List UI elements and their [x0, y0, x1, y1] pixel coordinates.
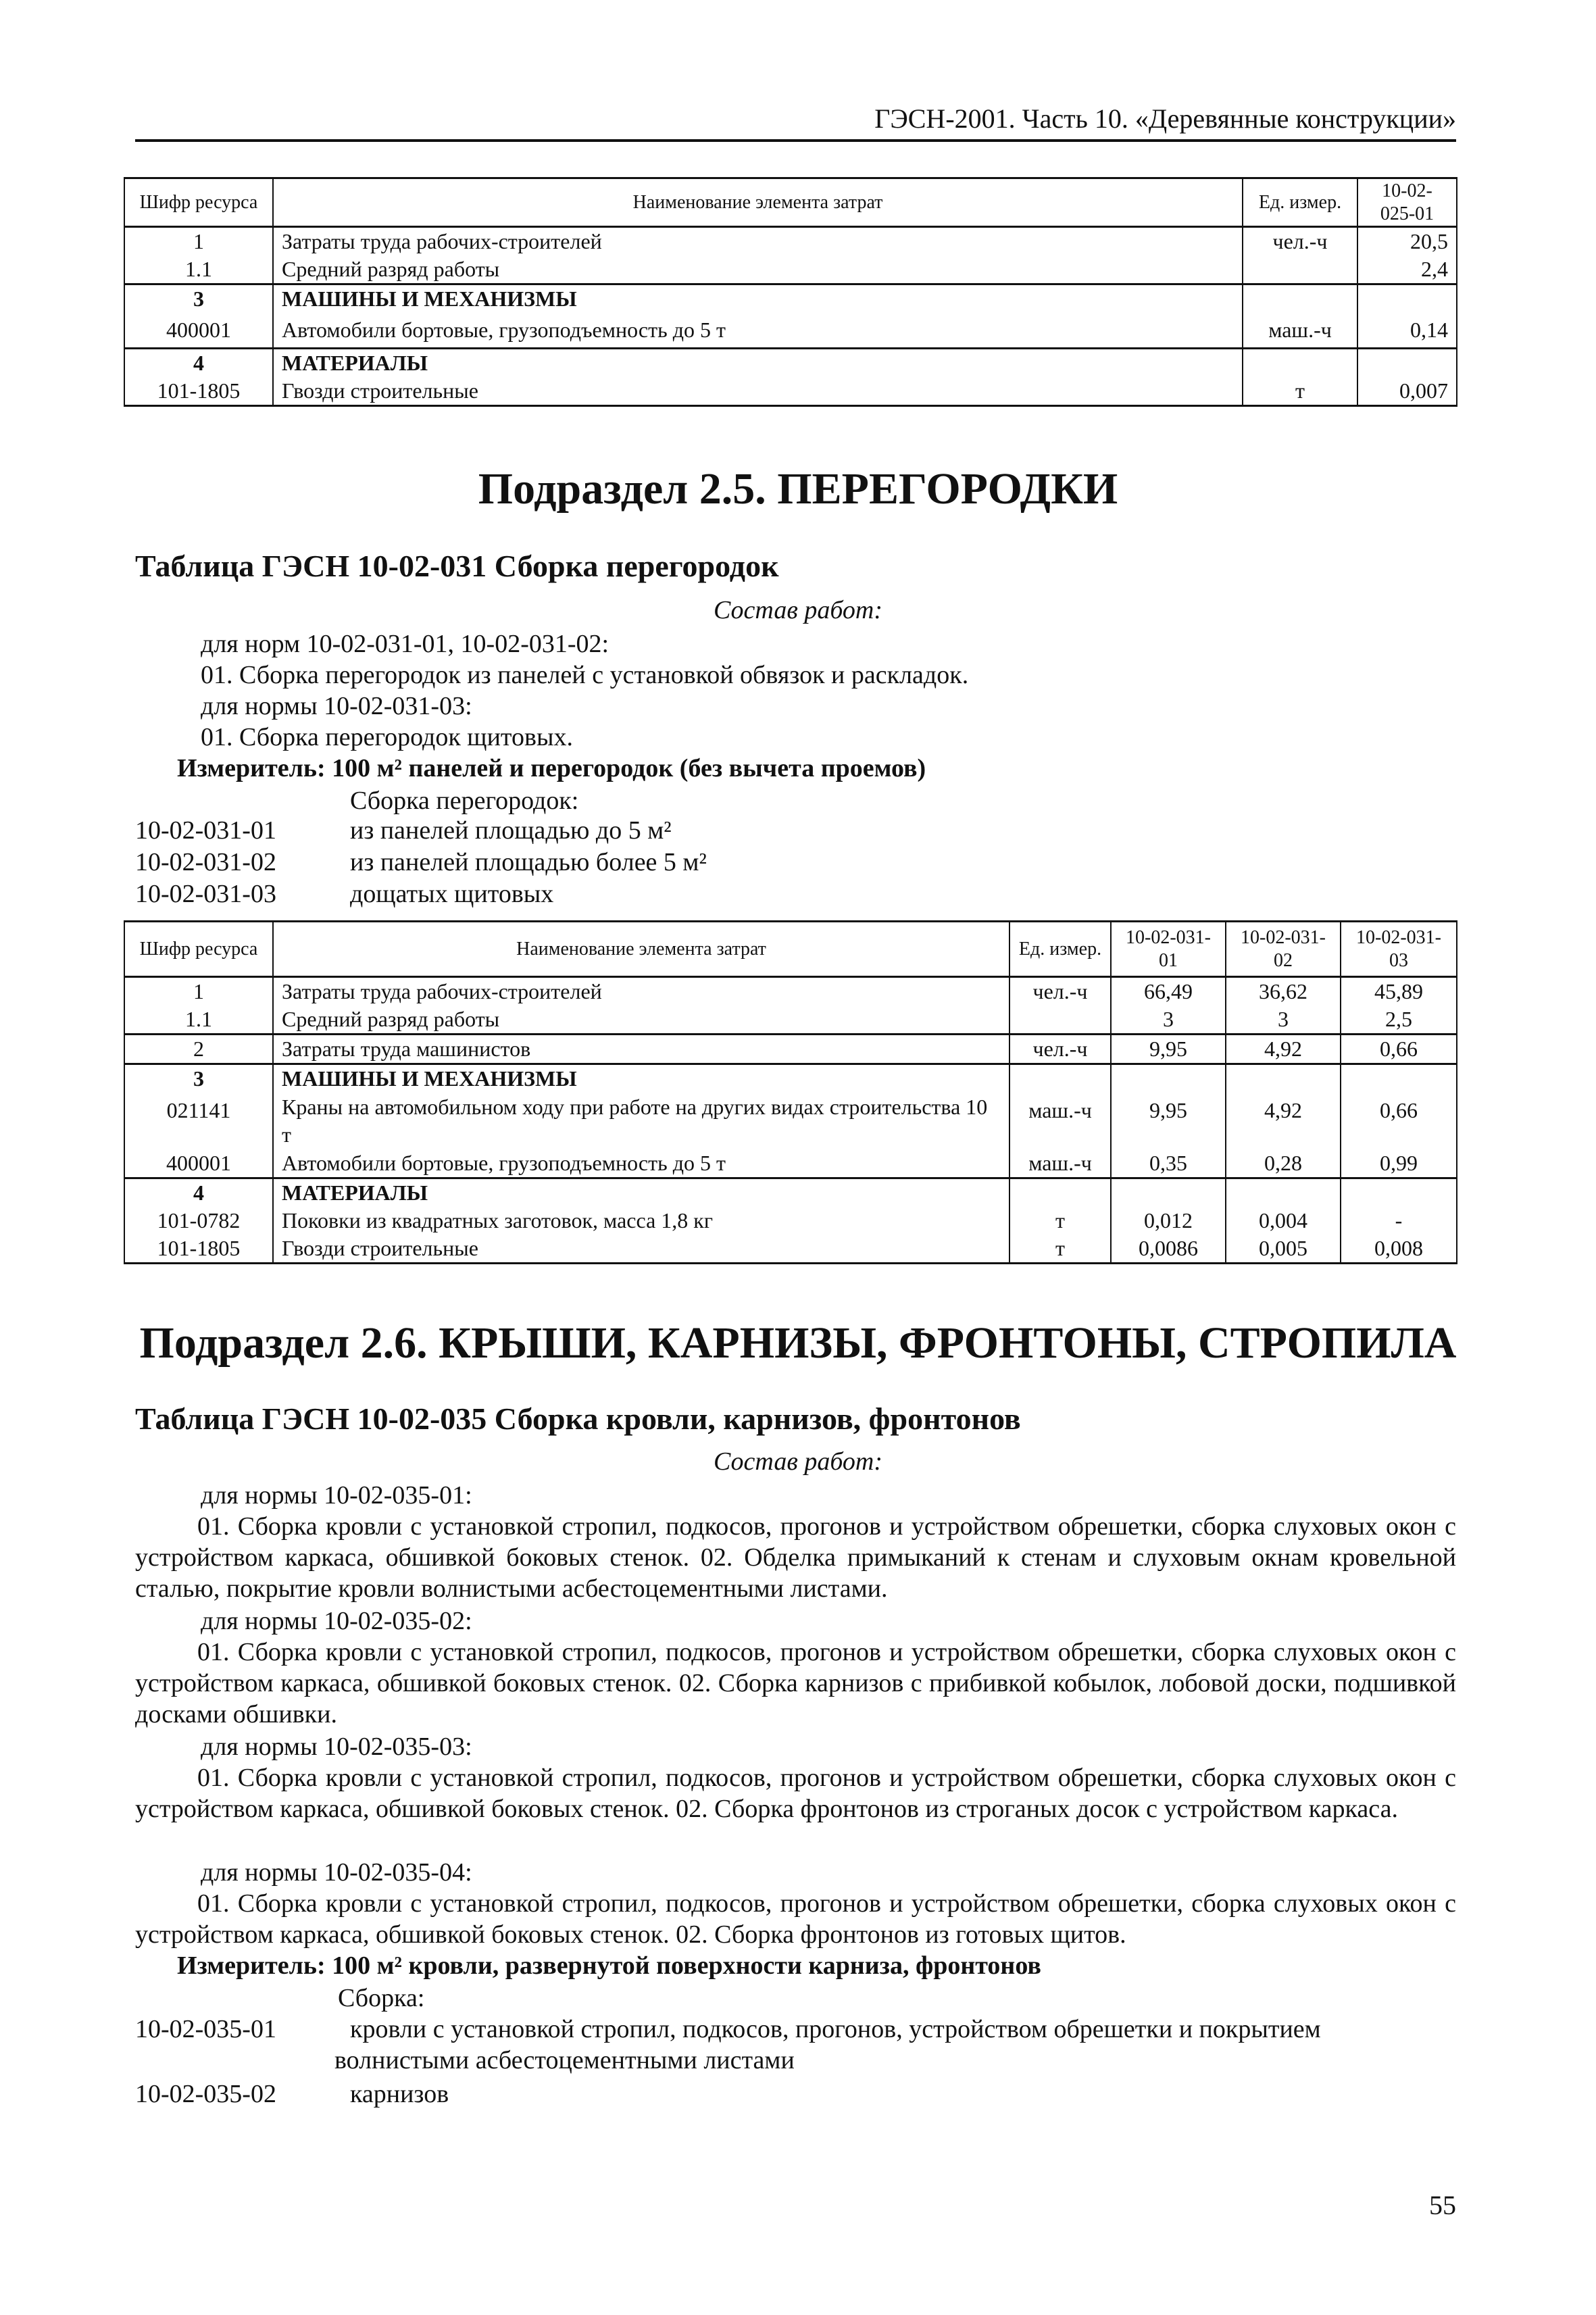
norm-scope-line: для нормы 10-02-035-01: [201, 1481, 472, 1510]
cell-value: 4,92 [1226, 1035, 1341, 1064]
cell-name: Гвозди строительные [273, 377, 1243, 406]
table-row [124, 977, 1457, 1006]
cell-name: Средний разряд работы [273, 255, 1243, 284]
norm-scope-line: для нормы 10-02-031-03: [201, 692, 472, 720]
col-header-unit: Ед. измер. [1243, 178, 1357, 227]
cell-value [1111, 1178, 1226, 1208]
cell-unit: чел.-ч [1243, 227, 1357, 256]
table-row [124, 227, 1457, 256]
cell-unit [1009, 1005, 1111, 1035]
cell-value: 0,14 [1357, 313, 1457, 348]
cell-value: 3 [1226, 1005, 1341, 1035]
cell-code: 1 [124, 977, 273, 1006]
norm-scope-line: для норм 10-02-031-01, 10-02-031-02: [201, 630, 609, 658]
norm-description: кровли с установкой стропил, подкосов, прогонов, устройством обрешетки и покрытием [350, 2015, 1321, 2043]
cell-name: МАШИНЫ И МЕХАНИЗМЫ [273, 1064, 1009, 1093]
section-title-2-5: Подраздел 2.5. ПЕРЕГОРОДКИ [478, 464, 1118, 514]
work-step-line: 01. Сборка перегородок из панелей с установкой обвязок и раскладок. [201, 661, 969, 689]
cell-code: 1 [124, 227, 273, 256]
table-row [124, 377, 1457, 406]
table-title-10-02-035: Таблица ГЭСН 10-02-035 Сборка кровли, карнизов, фронтонов [135, 1401, 1021, 1436]
col-header-norm: 10-02-025-01 [1357, 178, 1457, 227]
cell-name: Гвозди строительные [273, 1235, 1009, 1264]
cell-value: 4,92 [1226, 1093, 1341, 1149]
table-row [124, 1149, 1457, 1178]
cell-value [1226, 1178, 1341, 1208]
table-row [124, 1178, 1457, 1208]
work-composition-label: Состав работ: [713, 1447, 883, 1476]
table-header-row [124, 922, 1457, 977]
col-header-code: Шифр ресурса [124, 922, 273, 977]
cell-value: - [1341, 1207, 1457, 1235]
cell-name: МАТЕРИАЛЫ [273, 1178, 1009, 1208]
cell-value: 3 [1111, 1005, 1226, 1035]
cell-name: МАШИНЫ И МЕХАНИЗМЫ [273, 284, 1243, 314]
cell-unit: маш.-ч [1009, 1093, 1111, 1149]
cell-code: 2 [124, 1035, 273, 1064]
cell-name: Затраты труда рабочих-строителей [273, 977, 1009, 1006]
table-row [124, 313, 1457, 348]
page-number: 55 [1429, 2190, 1456, 2220]
cell-unit [1009, 1178, 1111, 1208]
cell-name: Автомобили бортовые, грузоподъемность до 5 т [273, 313, 1243, 348]
cell-code: 3 [124, 284, 273, 314]
col-header-norm-02: 10-02-031-02 [1226, 922, 1341, 977]
cell-value: 0,0086 [1111, 1235, 1226, 1264]
cell-unit: т [1009, 1235, 1111, 1264]
col-header-name: Наименование элемента затрат [273, 922, 1009, 977]
cell-value [1341, 1178, 1457, 1208]
cell-unit: маш.-ч [1243, 313, 1357, 348]
running-header: ГЭСН-2001. Часть 10. «Деревянные конструкции» [874, 103, 1456, 134]
work-description-paragraph: 01. Сборка кровли с установкой стропил, подкосов, прогонов и устройством обрешетки, сборка слуховых окон с устройством каркаса, обшивкой боковых стенок. 02. Сборка карнизов с прибивкой кобылок, лобовой доски, подшивкой досками обшивки. [135, 1638, 1456, 1728]
cell-value: 0,007 [1357, 377, 1457, 406]
header-rule [135, 139, 1456, 142]
cell-value: 45,89 [1341, 977, 1457, 1006]
norm-description-continued: волнистыми асбестоцементными листами [334, 2046, 795, 2074]
col-header-name: Наименование элемента затрат [273, 178, 1243, 227]
cell-value: 20,5 [1357, 227, 1457, 256]
cell-value: 2,4 [1357, 255, 1457, 284]
work-description-paragraph: 01. Сборка кровли с установкой стропил, подкосов, прогонов и устройством обрешетки, сборка слуховых окон с устройством каркаса, обшивкой боковых стенок. 02. Сборка фронтонов из готовых щитов. [135, 1889, 1456, 1949]
cell-value [1341, 1064, 1457, 1093]
cell-unit: т [1009, 1207, 1111, 1235]
cell-value: 0,66 [1341, 1093, 1457, 1149]
cell-code: 1.1 [124, 255, 273, 284]
cell-unit: чел.-ч [1009, 1035, 1111, 1064]
cell-unit [1243, 348, 1357, 377]
table-row [124, 1235, 1457, 1264]
col-header-norm-03: 10-02-031-03 [1341, 922, 1457, 977]
table-10-02-025 [124, 177, 1457, 407]
cell-value: 36,62 [1226, 977, 1341, 1006]
norm-scope-line: для нормы 10-02-035-03: [201, 1733, 472, 1761]
col-header-code: Шифр ресурса [124, 178, 273, 227]
cell-code: 4 [124, 1178, 273, 1208]
cell-value: 0,004 [1226, 1207, 1341, 1235]
cell-name: Автомобили бортовые, грузоподъемность до 5 т [273, 1149, 1009, 1178]
cell-unit: маш.-ч [1009, 1149, 1111, 1178]
cell-value: 0,99 [1341, 1149, 1457, 1178]
assembly-label: Сборка перегородок: [350, 787, 579, 815]
table-header-row [124, 178, 1457, 227]
table-title-10-02-031: Таблица ГЭСН 10-02-031 Сборка перегородок [135, 549, 779, 583]
assembly-label: Сборка: [338, 1984, 425, 2012]
cell-value [1357, 348, 1457, 377]
cell-code: 3 [124, 1064, 273, 1093]
work-step-line: 01. Сборка перегородок щитовых. [201, 723, 573, 751]
cell-code: 400001 [124, 1149, 273, 1178]
norm-description: дощатых щитовых [350, 880, 554, 908]
cell-value: 9,95 [1111, 1093, 1226, 1149]
table-row [124, 1093, 1457, 1149]
work-composition-label: Состав работ: [713, 596, 883, 624]
cell-name: МАТЕРИАЛЫ [273, 348, 1243, 377]
cell-code: 021141 [124, 1093, 273, 1149]
measure-unit-line: Измеритель: 100 м² кровли, развернутой поверхности карниза, фронтонов [177, 1951, 1041, 1980]
norm-code: 10-02-031-01 [135, 816, 276, 845]
table-row [124, 1064, 1457, 1093]
cell-code: 4 [124, 348, 273, 377]
cell-code: 101-1805 [124, 1235, 273, 1264]
cell-name: Затраты труда рабочих-строителей [273, 227, 1243, 256]
norm-description: из панелей площадью до 5 м² [350, 816, 672, 845]
work-description-paragraph: 01. Сборка кровли с установкой стропил, подкосов, прогонов и устройством обрешетки, сборка слуховых окон с устройством каркаса, обшивкой боковых стенок. 02. Сборка фронтонов из строганых досок с устройством каркаса. [135, 1764, 1456, 1823]
table-row [124, 1005, 1457, 1035]
cell-value: 2,5 [1341, 1005, 1457, 1035]
cell-name: Поковки из квадратных заготовок, масса 1,8 кг [273, 1207, 1009, 1235]
cell-value: 0,008 [1341, 1235, 1457, 1264]
cell-value: 0,28 [1226, 1149, 1341, 1178]
cell-unit: чел.-ч [1009, 977, 1111, 1006]
norm-description: из панелей площадью более 5 м² [350, 848, 707, 876]
table-row [124, 1207, 1457, 1235]
cell-value: 0,66 [1341, 1035, 1457, 1064]
cell-code: 101-1805 [124, 377, 273, 406]
work-description-paragraph: 01. Сборка кровли с установкой стропил, подкосов, прогонов и устройством обрешетки, сборка слуховых окон с устройством каркаса, обшивкой боковых стенок. 02. Обделка примыканий к стенам и слуховым окнам кровельной сталью, покрытие кровли волнистыми асбестоцементными листами. [135, 1512, 1456, 1603]
norm-scope-line: для нормы 10-02-035-04: [201, 1858, 472, 1887]
table-row [124, 255, 1457, 284]
cell-unit: т [1243, 377, 1357, 406]
norm-code: 10-02-031-02 [135, 848, 276, 876]
norm-code: 10-02-035-02 [135, 2080, 276, 2108]
cell-value: 0,012 [1111, 1207, 1226, 1235]
table-10-02-031 [124, 920, 1457, 1264]
cell-code: 101-0782 [124, 1207, 273, 1235]
cell-name: Средний разряд работы [273, 1005, 1009, 1035]
table-row [124, 1035, 1457, 1064]
cell-unit [1243, 284, 1357, 314]
cell-code: 400001 [124, 313, 273, 348]
norm-code: 10-02-031-03 [135, 880, 276, 908]
cell-value [1357, 284, 1457, 314]
cell-value: 0,35 [1111, 1149, 1226, 1178]
cell-code: 1.1 [124, 1005, 273, 1035]
table-row [124, 284, 1457, 314]
cell-value: 0,005 [1226, 1235, 1341, 1264]
cell-value [1111, 1064, 1226, 1093]
measure-unit-line: Измеритель: 100 м² панелей и перегородок (без вычета проемов) [177, 754, 926, 782]
norm-code: 10-02-035-01 [135, 2015, 276, 2043]
col-header-norm-01: 10-02-031-01 [1111, 922, 1226, 977]
section-title-2-6: Подраздел 2.6. КРЫШИ, КАРНИЗЫ, ФРОНТОНЫ, СТРОПИЛА [139, 1318, 1457, 1368]
col-header-unit: Ед. измер. [1009, 922, 1111, 977]
cell-unit [1243, 255, 1357, 284]
cell-value: 9,95 [1111, 1035, 1226, 1064]
norm-scope-line: для нормы 10-02-035-02: [201, 1607, 472, 1635]
cell-name: Затраты труда машинистов [273, 1035, 1009, 1064]
cell-value [1226, 1064, 1341, 1093]
cell-value: 66,49 [1111, 977, 1226, 1006]
cell-name: Краны на автомобильном ходу при работе на других видах строительства 10 т [273, 1093, 1009, 1149]
table-row [124, 348, 1457, 377]
cell-unit [1009, 1064, 1111, 1093]
norm-description: карнизов [350, 2080, 449, 2108]
